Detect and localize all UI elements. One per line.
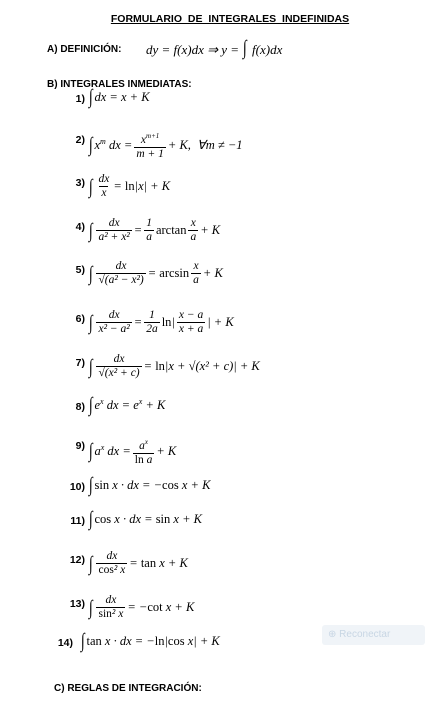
formula-text: | + K — [207, 315, 234, 329]
fraction: $\frac{x}{a}$ — [190, 217, 197, 243]
fraction: $\frac{x}{a}$ — [193, 260, 199, 286]
formula-number: 9) — [75, 440, 85, 452]
formula-text: $a^x$ dx = — [94, 443, 131, 459]
formula-number: 14) — [57, 637, 73, 649]
fraction: $\frac{dx}{\text{cos² x}}$ — [98, 550, 126, 576]
fraction: $\frac{dx}{\text{sin² x}}$ — [98, 594, 124, 620]
fraction: $\frac{dx}{\text{√(a² − x²)}}$ — [98, 260, 144, 286]
reconnect-watermark[interactable] — [322, 625, 425, 645]
formula-number: 5) — [75, 264, 85, 276]
fraction: $\frac{x - a}{x + a}$ — [178, 309, 204, 335]
section-b-heading: B) INTEGRALES INMEDIATAS: — [47, 79, 192, 90]
formula-text: arctan — [155, 223, 187, 237]
integral-sign: ∫ — [88, 86, 93, 108]
fraction: $\frac{dx}{\text{x² − a²}}$ — [98, 309, 130, 335]
definition-lhs: dy = f(x)dx ⇒ y = — [146, 42, 243, 57]
integral-sign: ∫ — [88, 175, 93, 198]
fraction: $\frac{dx}{\text{a² + x²}}$ — [98, 217, 130, 243]
integral-sign: ∫ — [88, 394, 93, 417]
formula-number: 2) — [75, 134, 85, 146]
formula-expression — [88, 130, 243, 161]
formula-text: + K — [156, 443, 177, 458]
formula-number: 7) — [75, 357, 85, 369]
section-a-heading: A) DEFINICIÓN: — [47, 44, 122, 55]
formula-number: 1) — [75, 93, 85, 105]
formula-number: 10) — [69, 481, 85, 493]
formula-expression — [88, 173, 170, 200]
formula-number: 6) — [75, 313, 85, 325]
formula-text: dx = x + K — [94, 89, 150, 104]
formula-text: = arcsin — [147, 266, 190, 280]
formula-text: = tan x + K — [129, 556, 188, 570]
formula-number: 8) — [75, 401, 85, 413]
formula-number: 3) — [75, 177, 85, 189]
section-c-heading: C) REGLAS DE INTEGRACIÓN: — [54, 683, 202, 694]
formula-expression — [88, 394, 166, 417]
integral-sign: ∫ — [88, 508, 93, 530]
fraction: $\frac{dx}{\text{√(x² + c)}}$ — [98, 353, 140, 379]
formula-number: 13) — [69, 598, 85, 610]
formula-text: tan x · dx = −ln|cos x| + K — [86, 633, 220, 648]
formula-expression — [88, 260, 223, 287]
fraction: $\frac{x^{m+1}}{m + 1}$ — [136, 132, 164, 160]
integral-sign: ∫ — [88, 311, 93, 334]
formula-expression — [88, 550, 188, 577]
formula-number: 11) — [70, 515, 85, 527]
formula-text: + K — [200, 223, 221, 237]
definition-formula — [146, 37, 283, 59]
page-title: FORMULARIO DE INTEGRALES INDEFINIDAS — [110, 13, 350, 25]
integral-sign: ∫ — [88, 474, 93, 496]
integral-sign: ∫ — [88, 134, 93, 157]
formula-text: sin x · dx = −cos x + K — [94, 477, 211, 492]
reconnect-label: Reconectar — [339, 629, 391, 640]
fraction: $\frac{1}{2a}$ — [146, 309, 158, 335]
formula-text: = — [133, 223, 143, 237]
formula-expression — [88, 309, 234, 336]
formula-text: ln| — [161, 315, 175, 329]
formula-text: = ln|x| + K — [113, 179, 171, 193]
integral-sign: ∫ — [243, 37, 247, 59]
formula-text: cos x · dx = sin x + K — [94, 511, 202, 526]
formula-text: $x^m$ dx = — [94, 137, 133, 153]
integral-sign: ∫ — [88, 355, 93, 378]
integral-sign: ∫ — [88, 552, 93, 575]
formula-text: = ln|x + √(x² + c)| + K — [143, 359, 260, 373]
formula-expression — [88, 353, 260, 380]
reconnect-icon: ⊕ — [328, 629, 337, 640]
integral-sign: ∫ — [88, 596, 93, 619]
formula-expression — [80, 630, 220, 652]
formula-text: = −cot x + K — [127, 600, 195, 614]
integral-sign: ∫ — [88, 262, 93, 285]
formula-text: + K — [202, 266, 223, 280]
integral-sign: ∫ — [88, 219, 93, 242]
fraction: $\frac{dx}{x}$ — [98, 173, 110, 199]
formula-text: = — [133, 315, 143, 329]
formula-number: 12) — [69, 554, 85, 566]
formula-expression — [88, 474, 211, 496]
integral-sign: ∫ — [88, 440, 93, 463]
formula-expression — [88, 436, 176, 467]
fraction: $\frac{a^x}{\text{ln a}}$ — [134, 438, 153, 466]
formula-number: 4) — [75, 221, 85, 233]
formula-text: + K, ∀m ≠ −1 — [167, 138, 243, 153]
formula-text: $e^x$ dx = $e^x + K$ — [94, 397, 166, 413]
formula-expression — [88, 86, 150, 108]
definition-rhs: f(x)dx — [248, 42, 283, 57]
formula-expression — [88, 217, 220, 244]
formula-expression — [88, 594, 194, 621]
formula-expression — [88, 508, 202, 530]
integral-sign: ∫ — [80, 630, 85, 652]
fraction: $\frac{1}{a}$ — [146, 217, 152, 243]
